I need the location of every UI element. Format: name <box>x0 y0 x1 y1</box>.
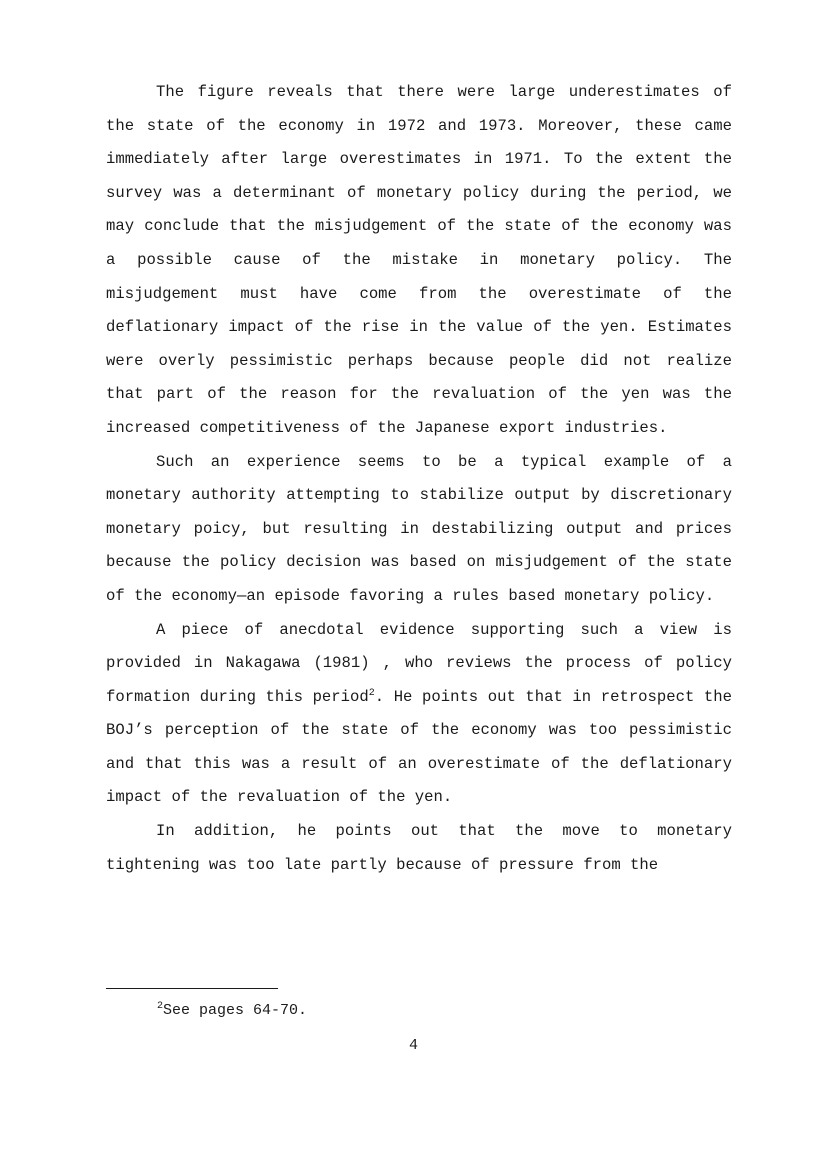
footnote-marker: 2 <box>157 1001 164 1012</box>
footnote-text: See pages 64-70. <box>163 1002 308 1019</box>
paragraph-2: Such an experience seems to be a typical example of a monetary authority attempting to stabilize output by discretionary monetary poicy, but resulting in destabilizing output and prices because the policy decision was based on misjudgement of the state of the economy—an episode favoring a rules based monetary policy. <box>106 452 732 605</box>
paragraph-1: The figure reveals that there were large underestimates of the state of the economy in 1972 and 1973. Moreover, these came immediately after large overestimates in 1971. To the extent the survey was a determinant of monetary policy during the period, we may conclude that the misjudgement of the state of the economy was a possible cause of the mistake in monetary policy. The misjudgement must have come from the overestimate of the deflationary impact of the rise in the value of the yen. Estimates were overly pessimistic perhaps because people did not realize that part of the reason for the revaluation of the yen was the increased competitiveness of the Japanese export industries. <box>106 83 732 437</box>
paragraph-3 <box>106 614 732 816</box>
page-number: 4 <box>408 1037 418 1054</box>
footnote <box>157 1000 307 1022</box>
footnote-reference-marker: 2 <box>368 687 375 699</box>
footnote-divider <box>106 988 278 989</box>
paragraph-3-text-a: A piece of anecdotal evidence supporting such a view is provided in Nakagawa (1981) , who reviews the process of policy formation during this period <box>106 620 732 706</box>
body-text <box>106 76 732 882</box>
paragraph-4: In addition, he points out that the move to monetary tightening was too late partly because of pressure from the <box>106 822 732 874</box>
paragraph-3-text-b: . He points out that in retrospect the BOJ’s perception of the state of the economy was too pessimistic and that this was a result of an overestimate of the deflationary impact of the revaluation of the yen. <box>106 687 732 807</box>
